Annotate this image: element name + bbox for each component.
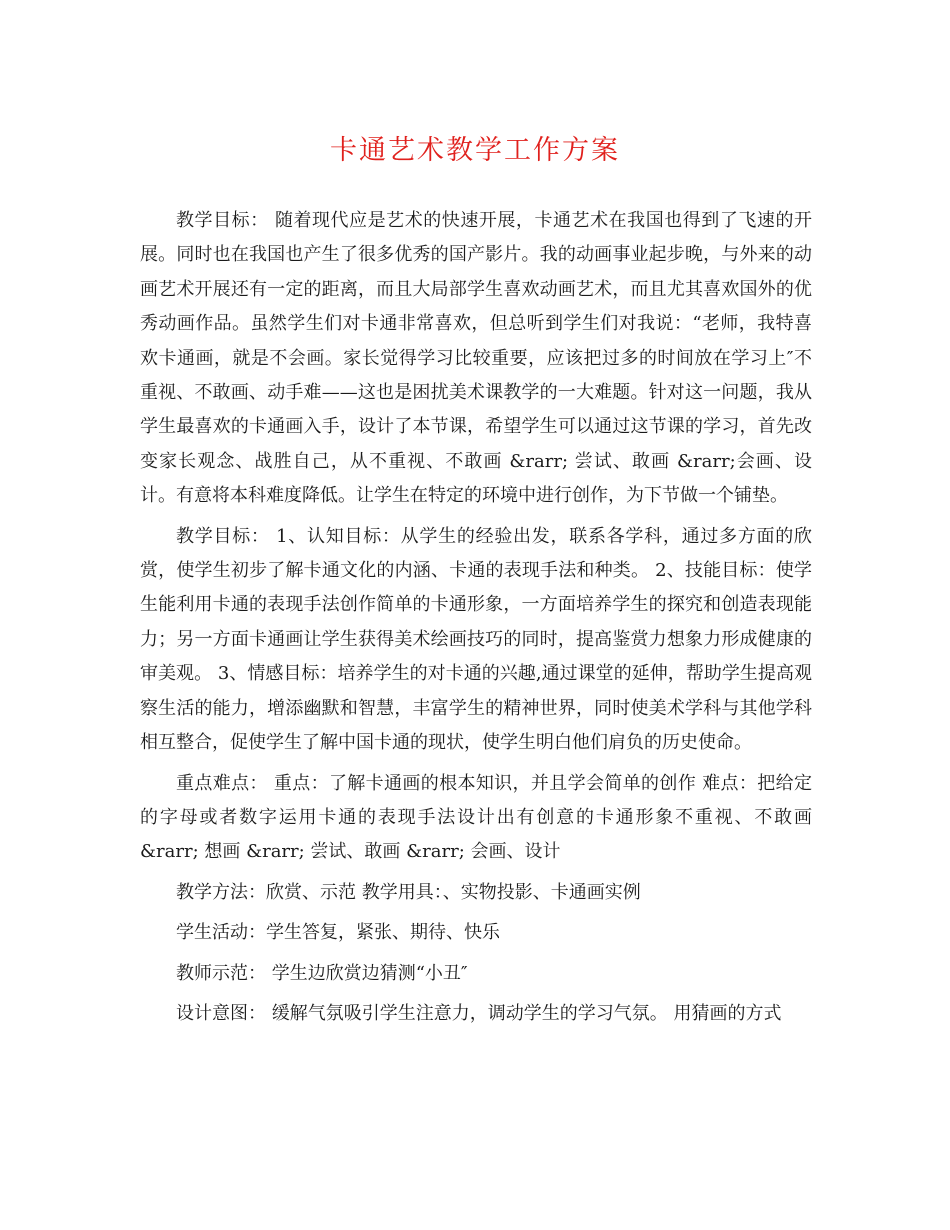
document-title: 卡通艺术教学工作方案	[330, 135, 620, 166]
paragraph-teacher-demo: 教师示范： 学生边欣赏边猜测“小丑″	[176, 962, 468, 984]
document-body	[140, 204, 812, 1037]
paragraph-student-activity: 学生活动：学生答复，紧张、期待、快乐	[176, 922, 500, 944]
paragraph-teaching-methods: 教学方法：欣赏、示范 教学用具：、实物投影、卡通画实例	[176, 881, 641, 903]
paragraph-objectives: 教学目标： 1、认知目标：从学生的经验出发，联系各学科，通过多方面的欣赏，使学生初步了解卡通文化的内涵、卡通的表现手法和种类。 2、技能目标：使学生能利用卡通的表现手法创作简单的卡通形象，一方面培养学生的探究和创造表现能力；另一方面卡通画让学生获得美术绘画技巧的同时，提高鉴赏力想象力形成健康的审美观。 3、情感目标：培养学生的对卡通的兴趣,通过课堂的延伸，帮助学生提高观察生活的能力，增添幽默和智慧，丰富学生的精神世界，同时使美术学科与其他学科相互整合，促使学生了解中国卡通的现状，使学生明白他们肩负的历史使命。	[140, 525, 812, 754]
paragraph-key-points: 重点难点： 重点：了解卡通画的根本知识，并且学会简单的创作 难点：把给定的字母或者数字运用卡通的表现手法设计出有创意的卡通形象不重视、不敢画 &rarr; 想画 &rarr; 尝试、敢画 &rarr; 会画、设计	[140, 772, 812, 863]
paragraph-background: 教学目标： 随着现代应是艺术的快速开展，卡通艺术在我国也得到了飞速的开展。同时也在我国也产生了很多优秀的国产影片。我的动画事业起步晚，与外来的动画艺术开展还有一定的距离，而且大局部学生喜欢动画艺术，而且尤其喜欢国外的优秀动画作品。虽然学生们对卡通非常喜欢，但总听到学生们对我说：“老师，我特喜欢卡通画，就是不会画。家长觉得学习比较重要，应该把过多的时间放在学习上″不重视、不敢画、动手难——这也是困扰美术课教学的一大难题。针对这一问题，我从学生最喜欢的卡通画入手，设计了本节课，希望学生可以通过这节课的学习，首先改变家长观念、战胜自己，从不重视、不敢画 &rarr; 尝试、敢画 &rarr;会画、设计。有意将本科难度降低。让学生在特定的环境中进行创作，为下节做一个铺垫。	[140, 210, 812, 507]
paragraph-design-intent: 设计意图： 缓解气氛吸引学生注意力，调动学生的学习气氛。 用猜画的方式	[176, 1002, 782, 1024]
